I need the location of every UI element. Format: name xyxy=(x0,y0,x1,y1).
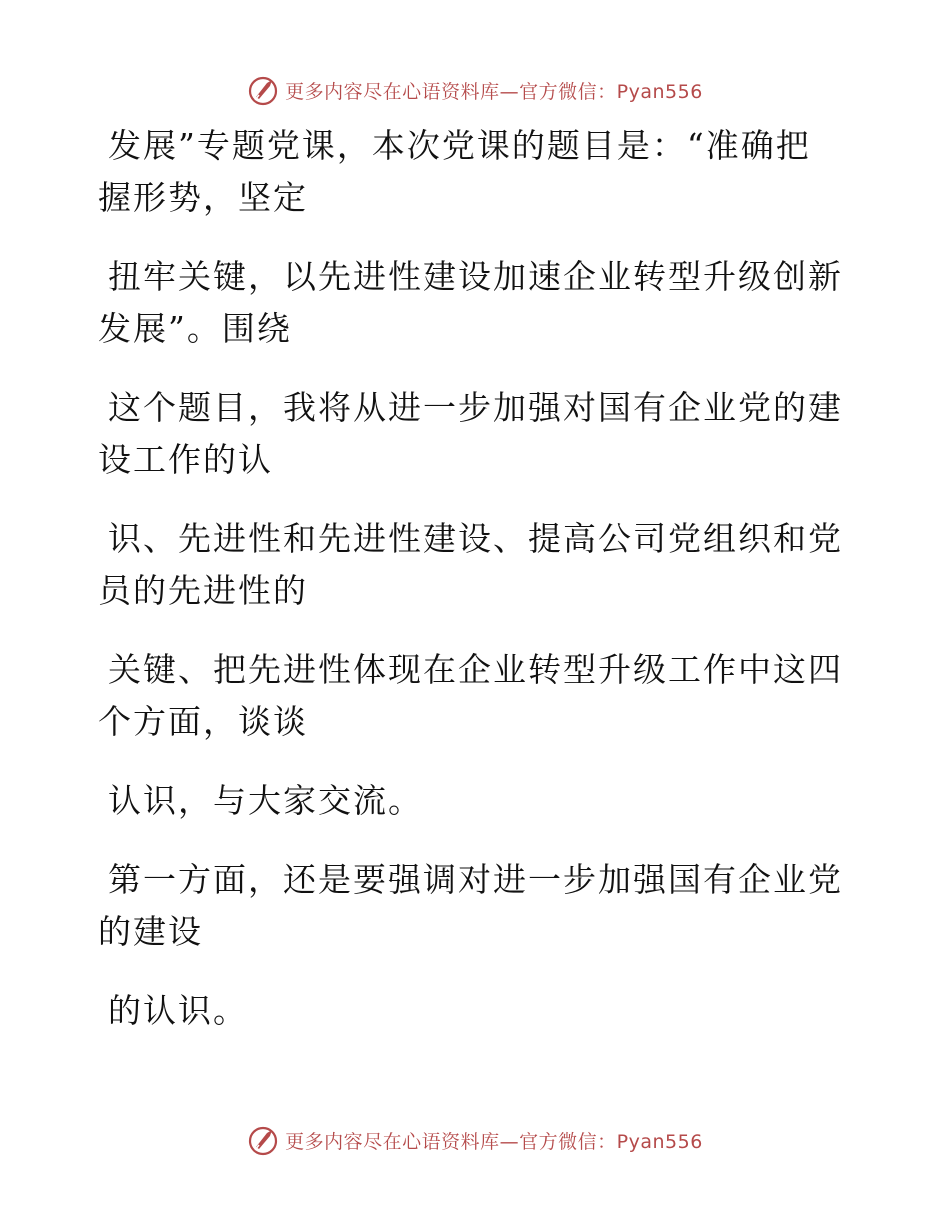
paragraph-8 xyxy=(98,985,838,1037)
text-line: 的建设 xyxy=(98,912,203,951)
text-line: 设工作的认 xyxy=(98,440,273,479)
document-body xyxy=(98,120,843,1064)
text-line: 认识，与大家交流。 xyxy=(108,781,423,820)
text-line: 关键、把先进性体现在企业转型升级工作中这四 xyxy=(108,650,843,689)
text-line: 个方面，谈谈 xyxy=(98,702,308,741)
paragraph-3 xyxy=(98,382,843,486)
watermark-text: 更多内容尽在心语资料库—官方微信：Pyan556 xyxy=(285,80,703,103)
text-line: 第一方面，还是要强调对进一步加强国有企业党 xyxy=(108,860,843,899)
quill-pen-logo-icon xyxy=(247,74,279,106)
text-line: 发展”。围绕 xyxy=(98,309,292,348)
text-line: 的认识。 xyxy=(108,991,248,1030)
paragraph-2 xyxy=(98,251,843,355)
paragraph-7 xyxy=(98,854,843,958)
text-line: 发展”专题党课，本次党课的题目是：“准确把 xyxy=(108,126,811,165)
quill-pen-logo-icon xyxy=(247,1124,279,1156)
text-line: 识、先进性和先进性建设、提高公司党组织和党 xyxy=(108,519,843,558)
paragraph-4 xyxy=(98,513,843,617)
paragraph-1 xyxy=(98,120,838,224)
footer-watermark xyxy=(0,1122,950,1158)
text-line: 握形势，坚定 xyxy=(98,178,308,217)
text-line: 员的先进性的 xyxy=(98,571,308,610)
header-watermark xyxy=(0,72,950,108)
watermark-text: 更多内容尽在心语资料库—官方微信：Pyan556 xyxy=(285,1130,703,1153)
text-line: 扭牢关键，以先进性建设加速企业转型升级创新 xyxy=(108,257,843,296)
paragraph-6 xyxy=(98,775,838,827)
paragraph-5 xyxy=(98,644,843,748)
text-line: 这个题目，我将从进一步加强对国有企业党的建 xyxy=(108,388,843,427)
